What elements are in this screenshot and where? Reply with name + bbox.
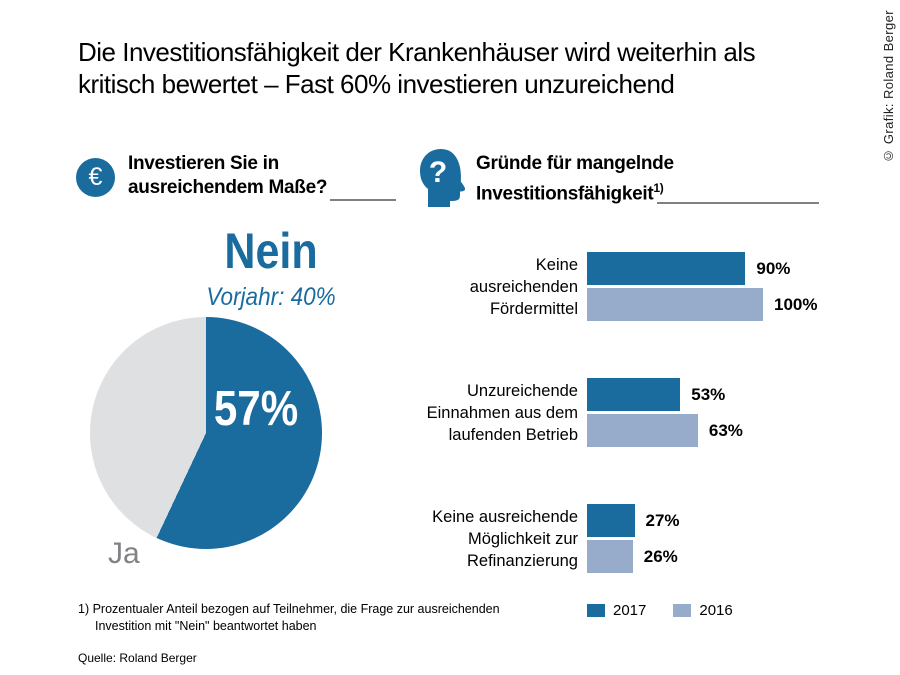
bar-legend	[587, 602, 733, 619]
bar-2017	[587, 252, 745, 285]
category-label-line: Einnahmen aus dem	[426, 403, 578, 422]
category-label-line: Keine ausreichende	[432, 507, 578, 526]
value-label: 90%	[756, 259, 791, 278]
value-label: 26%	[643, 547, 678, 566]
footnote-line-1: 1) Prozentualer Anteil bezogen auf Teilnehmer, die Frage zur ausreichenden	[78, 602, 500, 616]
left-question-line-2: ausreichendem Maße?	[128, 177, 328, 198]
left-question	[128, 152, 327, 200]
pie-value-label: 57%	[213, 382, 299, 436]
category-label-line: Möglichkeit zur	[467, 529, 578, 548]
category-label-line: ausreichenden	[469, 277, 578, 296]
category-label-line: Fördermittel	[489, 299, 578, 318]
legend-swatch	[673, 604, 691, 617]
category-label-line: Keine	[535, 255, 578, 274]
category-label-line: Refinanzierung	[467, 551, 578, 570]
category-label	[420, 504, 578, 573]
bar-2016	[587, 414, 698, 447]
copyright-text: © Grafik: Roland Berger	[881, 10, 896, 164]
pie-answer-label: Nein	[224, 223, 318, 279]
category-label-line: Unzureichende	[467, 381, 578, 400]
head-question-mark: ?	[428, 156, 448, 189]
legend-item-2017	[587, 602, 646, 619]
category-label-lines	[427, 380, 578, 446]
pie-ja-label: Ja	[108, 537, 140, 570]
footnote	[78, 601, 500, 635]
bar-group	[420, 504, 890, 573]
bar-chart	[420, 252, 890, 582]
title-line-2: kritisch bewertet – Fast 60% investieren unzureichend	[78, 69, 675, 99]
bar-2016	[587, 288, 763, 321]
right-header-rule	[657, 202, 819, 204]
right-heading-line-1: Gründe für mangelnde	[476, 153, 674, 174]
legend-swatch	[587, 604, 605, 617]
question-head-icon	[418, 148, 468, 208]
legend-label: 2017	[613, 602, 647, 619]
left-header-rule	[330, 199, 396, 201]
bar-2017	[587, 504, 635, 537]
source-note: Quelle: Roland Berger	[78, 651, 197, 665]
euro-symbol: €	[88, 163, 103, 191]
value-label: 53%	[691, 385, 726, 404]
bar-2016	[587, 540, 633, 573]
euro-icon	[76, 158, 115, 197]
footnote-reference: 1)	[653, 181, 664, 195]
value-label: 27%	[645, 511, 680, 530]
category-label-lines	[432, 506, 578, 572]
legend-item-2016	[673, 602, 732, 619]
footnote-line-2: Investition mit "Nein" beantwortet haben	[95, 619, 317, 633]
category-label	[420, 252, 578, 321]
left-question-line-1: Investieren Sie in	[128, 153, 279, 174]
page-title	[78, 36, 858, 100]
previous-year-note: Vorjahr: 40%	[206, 283, 336, 311]
legend-label: 2016	[699, 602, 733, 619]
bar-group	[420, 378, 890, 447]
category-label-line: laufenden Betrieb	[448, 425, 578, 444]
bar-2017	[587, 378, 680, 411]
category-label	[420, 378, 578, 447]
copyright-vertical	[881, 10, 896, 169]
right-heading-line-2: Investitionsfähigkeit$^{1)}$	[476, 181, 664, 205]
category-label-lines	[470, 254, 578, 320]
title-line-1: Die Investitionsfähigkeit der Krankenhäuser wird weiterhin als	[78, 37, 756, 67]
right-heading	[476, 152, 674, 206]
value-label: 100%	[774, 295, 818, 314]
value-label: 63%	[708, 421, 743, 440]
bar-group	[420, 252, 890, 321]
